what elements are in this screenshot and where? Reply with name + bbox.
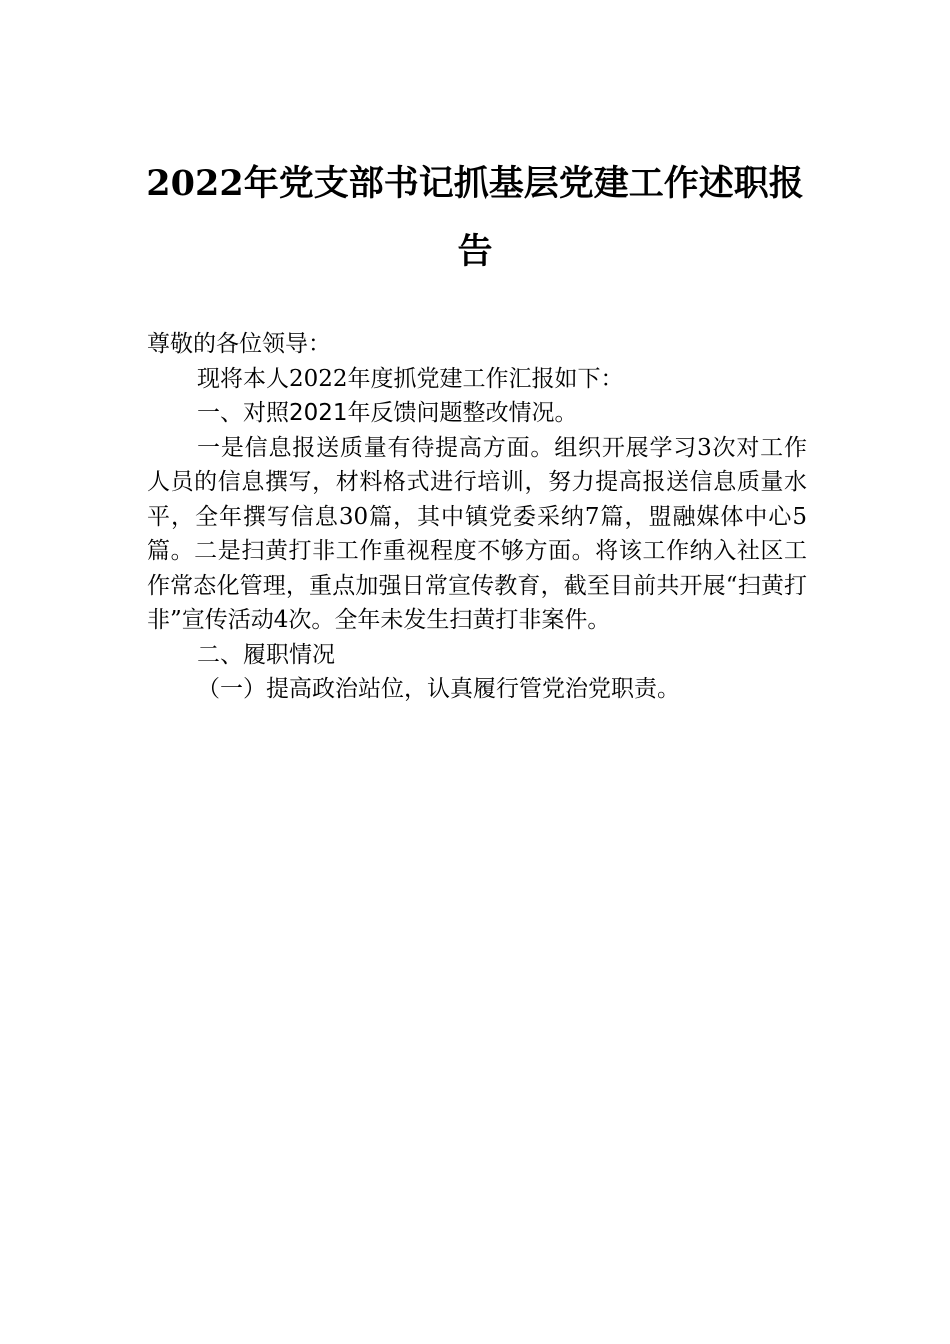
section-heading-1: 一、对照2021年反馈问题整改情况。: [197, 400, 578, 426]
section-1-paragraph: 一是信息报送质量有待提高方面。组织开展学习3次对工作人员的信息撰写，材料格式进行培训，努力提高报送信息质量水平，全年撰写信息30篇，其中镇党委采纳7篇，盟融媒体中心5篇。二是扫黄打非工作重视程度不够方面。将该工作纳入社区工作常态化管理，重点加强日常宣传教育，截至目前共开展“扫黄打非”宣传活动4次。全年未发生扫黄打非案件。: [147, 434, 807, 633]
salutation: 尊敬的各位领导：: [147, 331, 331, 357]
document-body: [147, 327, 807, 707]
document-title-line-1: 2022年党支部书记抓基层党建工作述职报: [146, 163, 804, 204]
document-title-line-2: 告: [457, 231, 493, 272]
intro-paragraph: 现将本人2022年度抓党建工作汇报如下：: [197, 365, 624, 392]
section-heading-2: 二、履职情况: [197, 641, 335, 668]
subsection-heading-1: （一）提高政治站位，认真履行管党治党职责。: [197, 676, 680, 702]
